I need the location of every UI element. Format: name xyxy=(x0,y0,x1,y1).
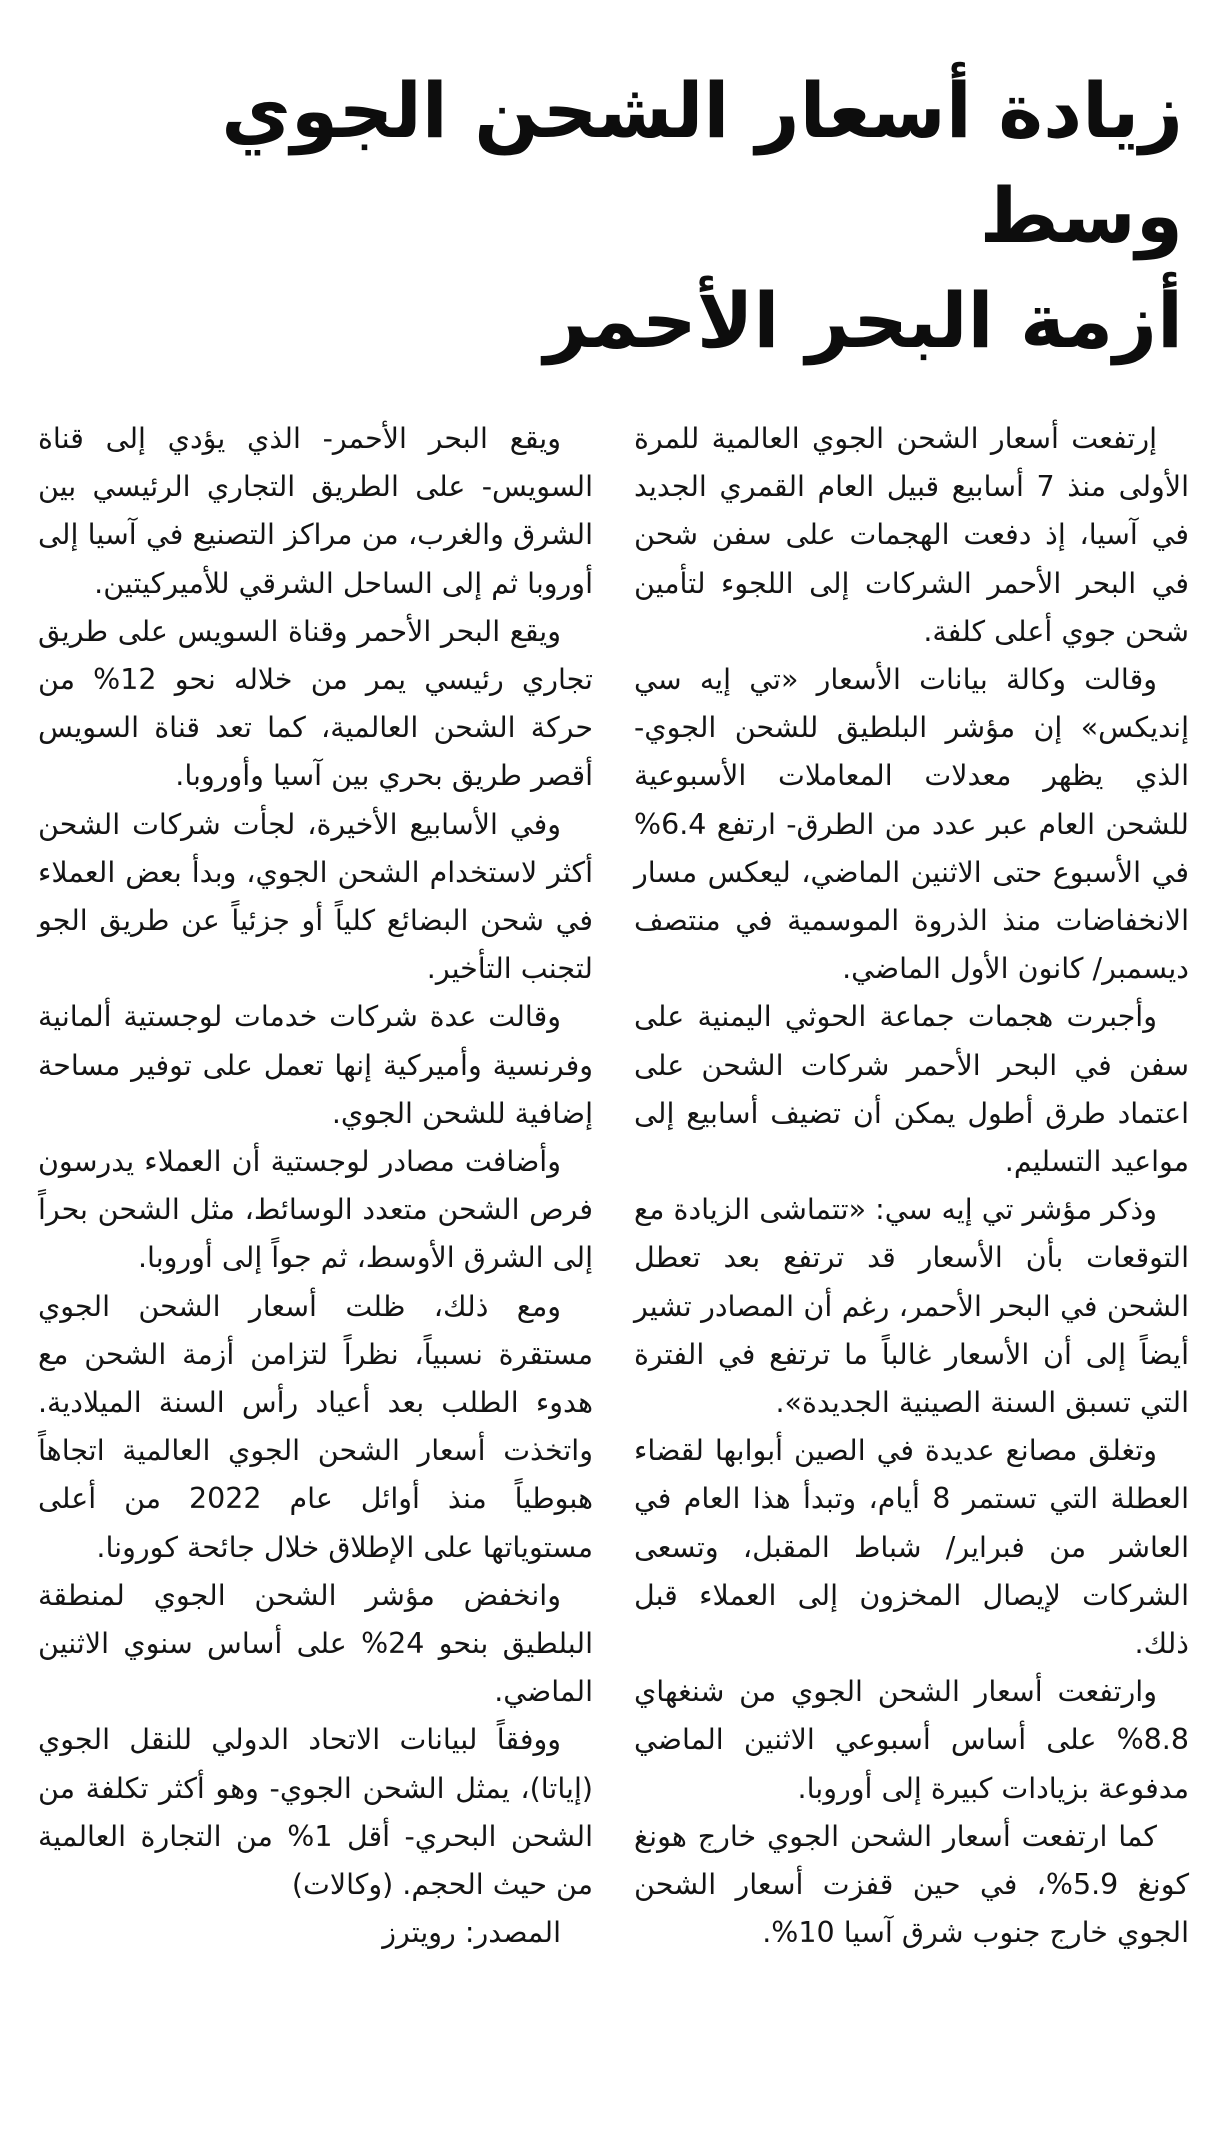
paragraph: وذكر مؤشر تي إيه سي: «تتماشى الزيادة مع التوقعات بأن الأسعار قد ترتفع بعد تعطل الشحن في البحر الأحمر، رغم أن المصادر تشير أيضاً إلى أن الأسعار غالباً ما ترتفع في الفترة التي تسبق السنة الصينية الجديدة». xyxy=(634,1193,1189,1420)
article-headline xyxy=(38,58,1183,373)
paragraph: ومع ذلك، ظلت أسعار الشحن الجوي مستقرة نسبياً، نظراً لتزامن أزمة الشحن مع هدوء الطلب بعد أعياد رأس السنة الميلادية. واتخذت أسعار الشحن الجوي العالمية اتجاهاً هبوطياً منذ أوائل عام 2022 من أعلى مستوياتها على الإطلاق خلال جائحة كورونا. xyxy=(38,1289,593,1564)
paragraph: وقالت وكالة بيانات الأسعار «تي إيه سي إنديكس» إن مؤشر البلطيق للشحن الجوي- الذي يظهر معدلات المعاملات الأسبوعية للشحن العام عبر عدد من الطرق- ارتفع 6.4% في الأسبوع حتى الاثنين الماضي، ليعكس مسار الانخفاضات منذ الذروة الموسمية في منتصف ديسمبر/ كانون الأول الماضي. xyxy=(634,663,1189,986)
paragraph: ويقع البحر الأحمر وقناة السويس على طريق تجاري رئيسي يمر من خلاله نحو 12% من حركة الشحن العالمية، كما تعد قناة السويس أقصر طريق بحري بين آسيا وأوروبا. xyxy=(38,614,593,793)
paragraph: وأضافت مصادر لوجستية أن العملاء يدرسون فرص الشحن متعدد الوسائط، مثل الشحن بحراً إلى الشرق الأوسط، ثم جواً إلى أوروبا. xyxy=(38,1145,593,1275)
article-columns xyxy=(38,415,1189,1958)
paragraph: وأجبرت هجمات جماعة الحوثي اليمنية على سفن في البحر الأحمر شركات الشحن على اعتماد طرق أطول يمكن أن تضيف أسابيع إلى مواعيد التسليم. xyxy=(634,1000,1189,1179)
column-left xyxy=(38,415,593,1958)
paragraph: كما ارتفعت أسعار الشحن الجوي خارج هونغ كونغ 5.9%، في حين قفزت أسعار الشحن الجوي خارج جنوب شرق آسيا 10%. xyxy=(634,1819,1190,1950)
paragraph: وتغلق مصانع عديدة في الصين أبوابها لقضاء العطلة التي تستمر 8 أيام، وتبدأ هذا العام في العاشر من فبراير/ شباط المقبل، وتسعى الشركات لإيصال المخزون إلى العملاء قبل ذلك. xyxy=(634,1434,1189,1661)
headline-line-1: زيادة أسعار الشحن الجوي وسط xyxy=(221,66,1183,260)
paragraph: وانخفض مؤشر الشحن الجوي لمنطقة البلطيق بنحو 24% على أساس سنوي الاثنين الماضي. xyxy=(38,1578,594,1709)
column-right xyxy=(634,415,1189,1958)
paragraph: وقالت عدة شركات خدمات لوجستية ألمانية وفرنسية وأميركية إنها تعمل على توفير مساحة إضافية للشحن الجوي. xyxy=(38,1000,593,1130)
source-credit: المصدر: رويترز xyxy=(382,1916,561,1950)
paragraph: وارتفعت أسعار الشحن الجوي من شنغهاي 8.8% على أساس أسبوعي الاثنين الماضي مدفوعة بزيادات كبيرة إلى أوروبا. xyxy=(634,1675,1189,1805)
paragraph: ووفقاً لبيانات الاتحاد الدولي للنقل الجوي (إياتا)، يمثل الشحن الجوي- وهو أكثر تكلفة من الشحن البحري- أقل 1% من التجارة العالمية من حيث الحجم. (وكالات) xyxy=(38,1723,593,1902)
paragraph: ويقع البحر الأحمر- الذي يؤدي إلى قناة السويس- على الطريق التجاري الرئيسي بين الشرق والغرب، من مراكز التصنيع في آسيا إلى أوروبا ثم إلى الساحل الشرقي للأميركيتين. xyxy=(38,422,593,600)
paragraph: وفي الأسابيع الأخيرة، لجأت شركات الشحن أكثر لاستخدام الشحن الجوي، وبدأ بعض العملاء في شحن البضائع كلياً أو جزئياً عن طريق الجو لتجنب التأخير. xyxy=(38,807,593,986)
headline-line-2: أزمة البحر الأحمر xyxy=(543,276,1183,365)
paragraph: إرتفعت أسعار الشحن الجوي العالمية للمرة الأولى منذ 7 أسابيع قبيل العام القمري الجديد في آسيا، إذ دفعت الهجمات على سفن شحن في البحر الأحمر الشركات إلى اللجوء لتأمين شحن جوي أعلى كلفة. xyxy=(634,422,1189,648)
